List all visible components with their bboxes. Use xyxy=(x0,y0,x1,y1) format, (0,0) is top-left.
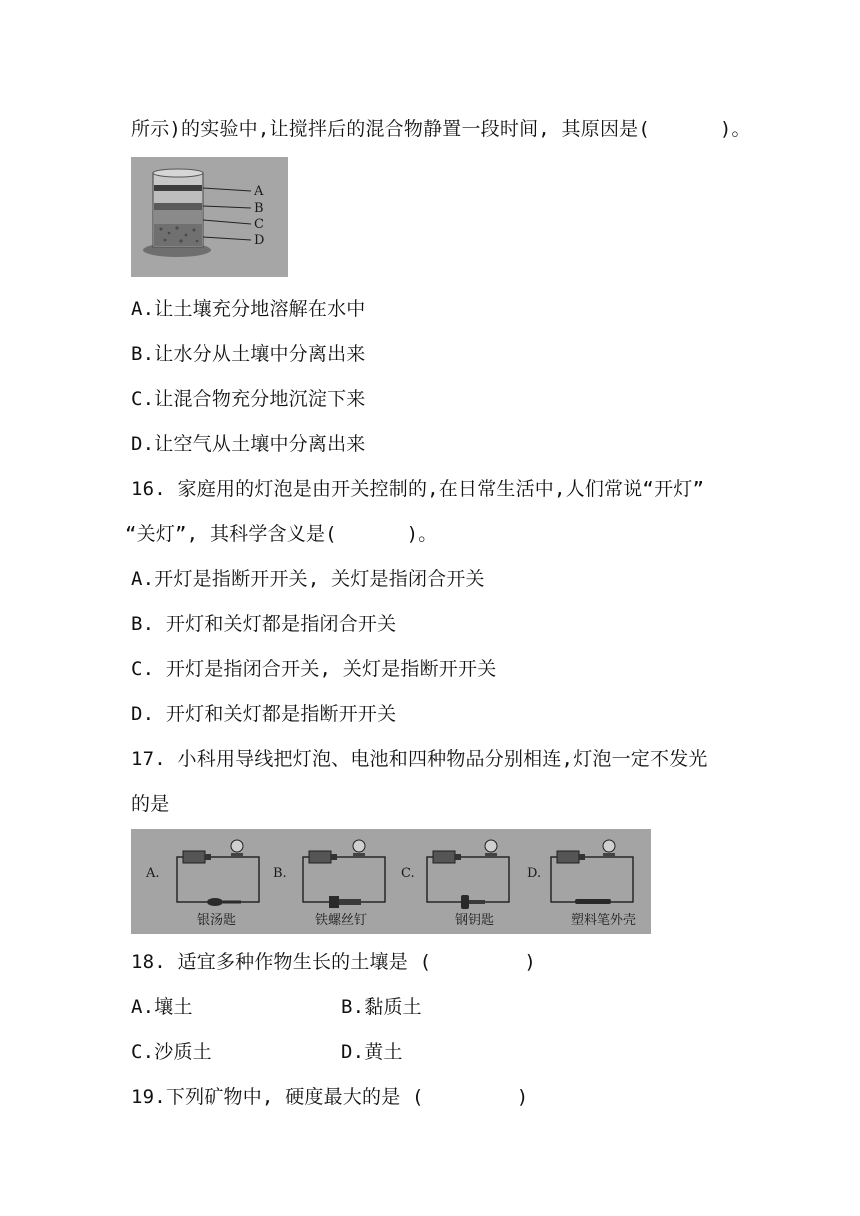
circuit-c-item-bow xyxy=(461,895,469,909)
circuit-a-battery xyxy=(183,851,205,863)
q16-option-c: C. 开灯是指闭合开关, 关灯是指断开开关 xyxy=(131,658,497,680)
circuit-c-battery-terminal xyxy=(455,854,461,860)
q19-stem: 19.下列矿物中, 硬度最大的是 ( ) xyxy=(131,1086,529,1108)
circuits-diagram xyxy=(131,829,651,934)
circuit-c-item-label: 钢钥匙 xyxy=(455,913,495,928)
layer-a xyxy=(154,185,202,191)
circuit-b-battery xyxy=(309,851,331,863)
circuit-d-battery-terminal xyxy=(579,854,585,860)
circuit-b-bulb xyxy=(353,840,365,852)
label-c: C xyxy=(254,217,264,232)
soil-sediment-figure xyxy=(131,157,288,277)
circuit-a-bulb-base xyxy=(231,853,243,858)
layer-b xyxy=(154,203,202,210)
jar-rim xyxy=(153,169,203,177)
circuit-b-battery-terminal xyxy=(331,854,337,860)
q15-stem: 所示)的实验中,让搅拌后的混合物静置一段时间, 其原因是( )。 xyxy=(131,118,751,140)
q18-option-b: B.黏质土 xyxy=(341,996,422,1018)
circuit-d-bulb xyxy=(603,840,615,852)
q15-option-c: C.让混合物充分地沉淀下来 xyxy=(131,388,366,410)
q15-option-a: A.让土壤充分地溶解在水中 xyxy=(131,298,366,320)
circuit-b-item-label: 铁螺丝钉 xyxy=(315,913,368,928)
circuit-a-letter: A. xyxy=(146,866,160,881)
water-layer xyxy=(154,191,202,203)
circuit-c-bulb-base xyxy=(485,853,497,858)
q16-option-d: D. 开灯和关灯都是指断开开关 xyxy=(131,703,397,725)
circuit-a-item xyxy=(207,898,223,906)
label-d: D xyxy=(254,233,265,248)
q16-option-a: A.开灯是指断开开关, 关灯是指闭合开关 xyxy=(131,568,485,590)
circuit-a-battery-terminal xyxy=(205,854,211,860)
circuits-figure xyxy=(131,829,651,934)
layer-c xyxy=(154,210,202,224)
circuit-a-bulb xyxy=(231,840,243,852)
circuit-d-item-label: 塑料笔外壳 xyxy=(571,913,637,928)
circuit-c-bulb xyxy=(485,840,497,852)
q16-stem-line1: 16. 家庭用的灯泡是由开关控制的,在日常生活中,人们常说“开灯” xyxy=(131,478,705,500)
q17-stem-line2: 的是 xyxy=(131,793,170,815)
soil-sediment-diagram xyxy=(131,157,288,277)
label-b: B xyxy=(254,201,264,216)
circuit-b-item-head xyxy=(329,896,339,908)
circuit-d-item xyxy=(575,899,611,904)
label-a: A xyxy=(254,184,264,199)
circuit-b-letter: B. xyxy=(273,866,287,881)
circuit-b-bulb-base xyxy=(353,853,365,858)
q16-stem-line2: “关灯”, 其科学含义是( )。 xyxy=(125,523,438,545)
q16-option-b: B. 开灯和关灯都是指闭合开关 xyxy=(131,613,397,635)
circuit-b-item xyxy=(339,899,361,905)
circuit-d-letter: D. xyxy=(527,866,542,881)
circuit-d-bulb-base xyxy=(603,853,615,858)
circuit-d-battery xyxy=(557,851,579,863)
q15-option-b: B.让水分从土壤中分离出来 xyxy=(131,343,366,365)
q15-option-d: D.让空气从土壤中分离出来 xyxy=(131,433,366,455)
circuit-c-letter: C. xyxy=(401,866,415,881)
circuit-c-item xyxy=(469,900,485,904)
q18-option-d: D.黄土 xyxy=(341,1041,403,1063)
q17-stem-line1: 17. 小科用导线把灯泡、电池和四种物品分别相连,灯泡一定不发光 xyxy=(131,748,708,770)
q18-stem: 18. 适宜多种作物生长的土壤是 ( ) xyxy=(131,951,536,973)
circuit-a-item-label: 银汤匙 xyxy=(197,913,237,928)
q18-option-c: C.沙质土 xyxy=(131,1041,212,1063)
q18-option-a: A.壤土 xyxy=(131,996,193,1018)
circuit-c-battery xyxy=(433,851,455,863)
